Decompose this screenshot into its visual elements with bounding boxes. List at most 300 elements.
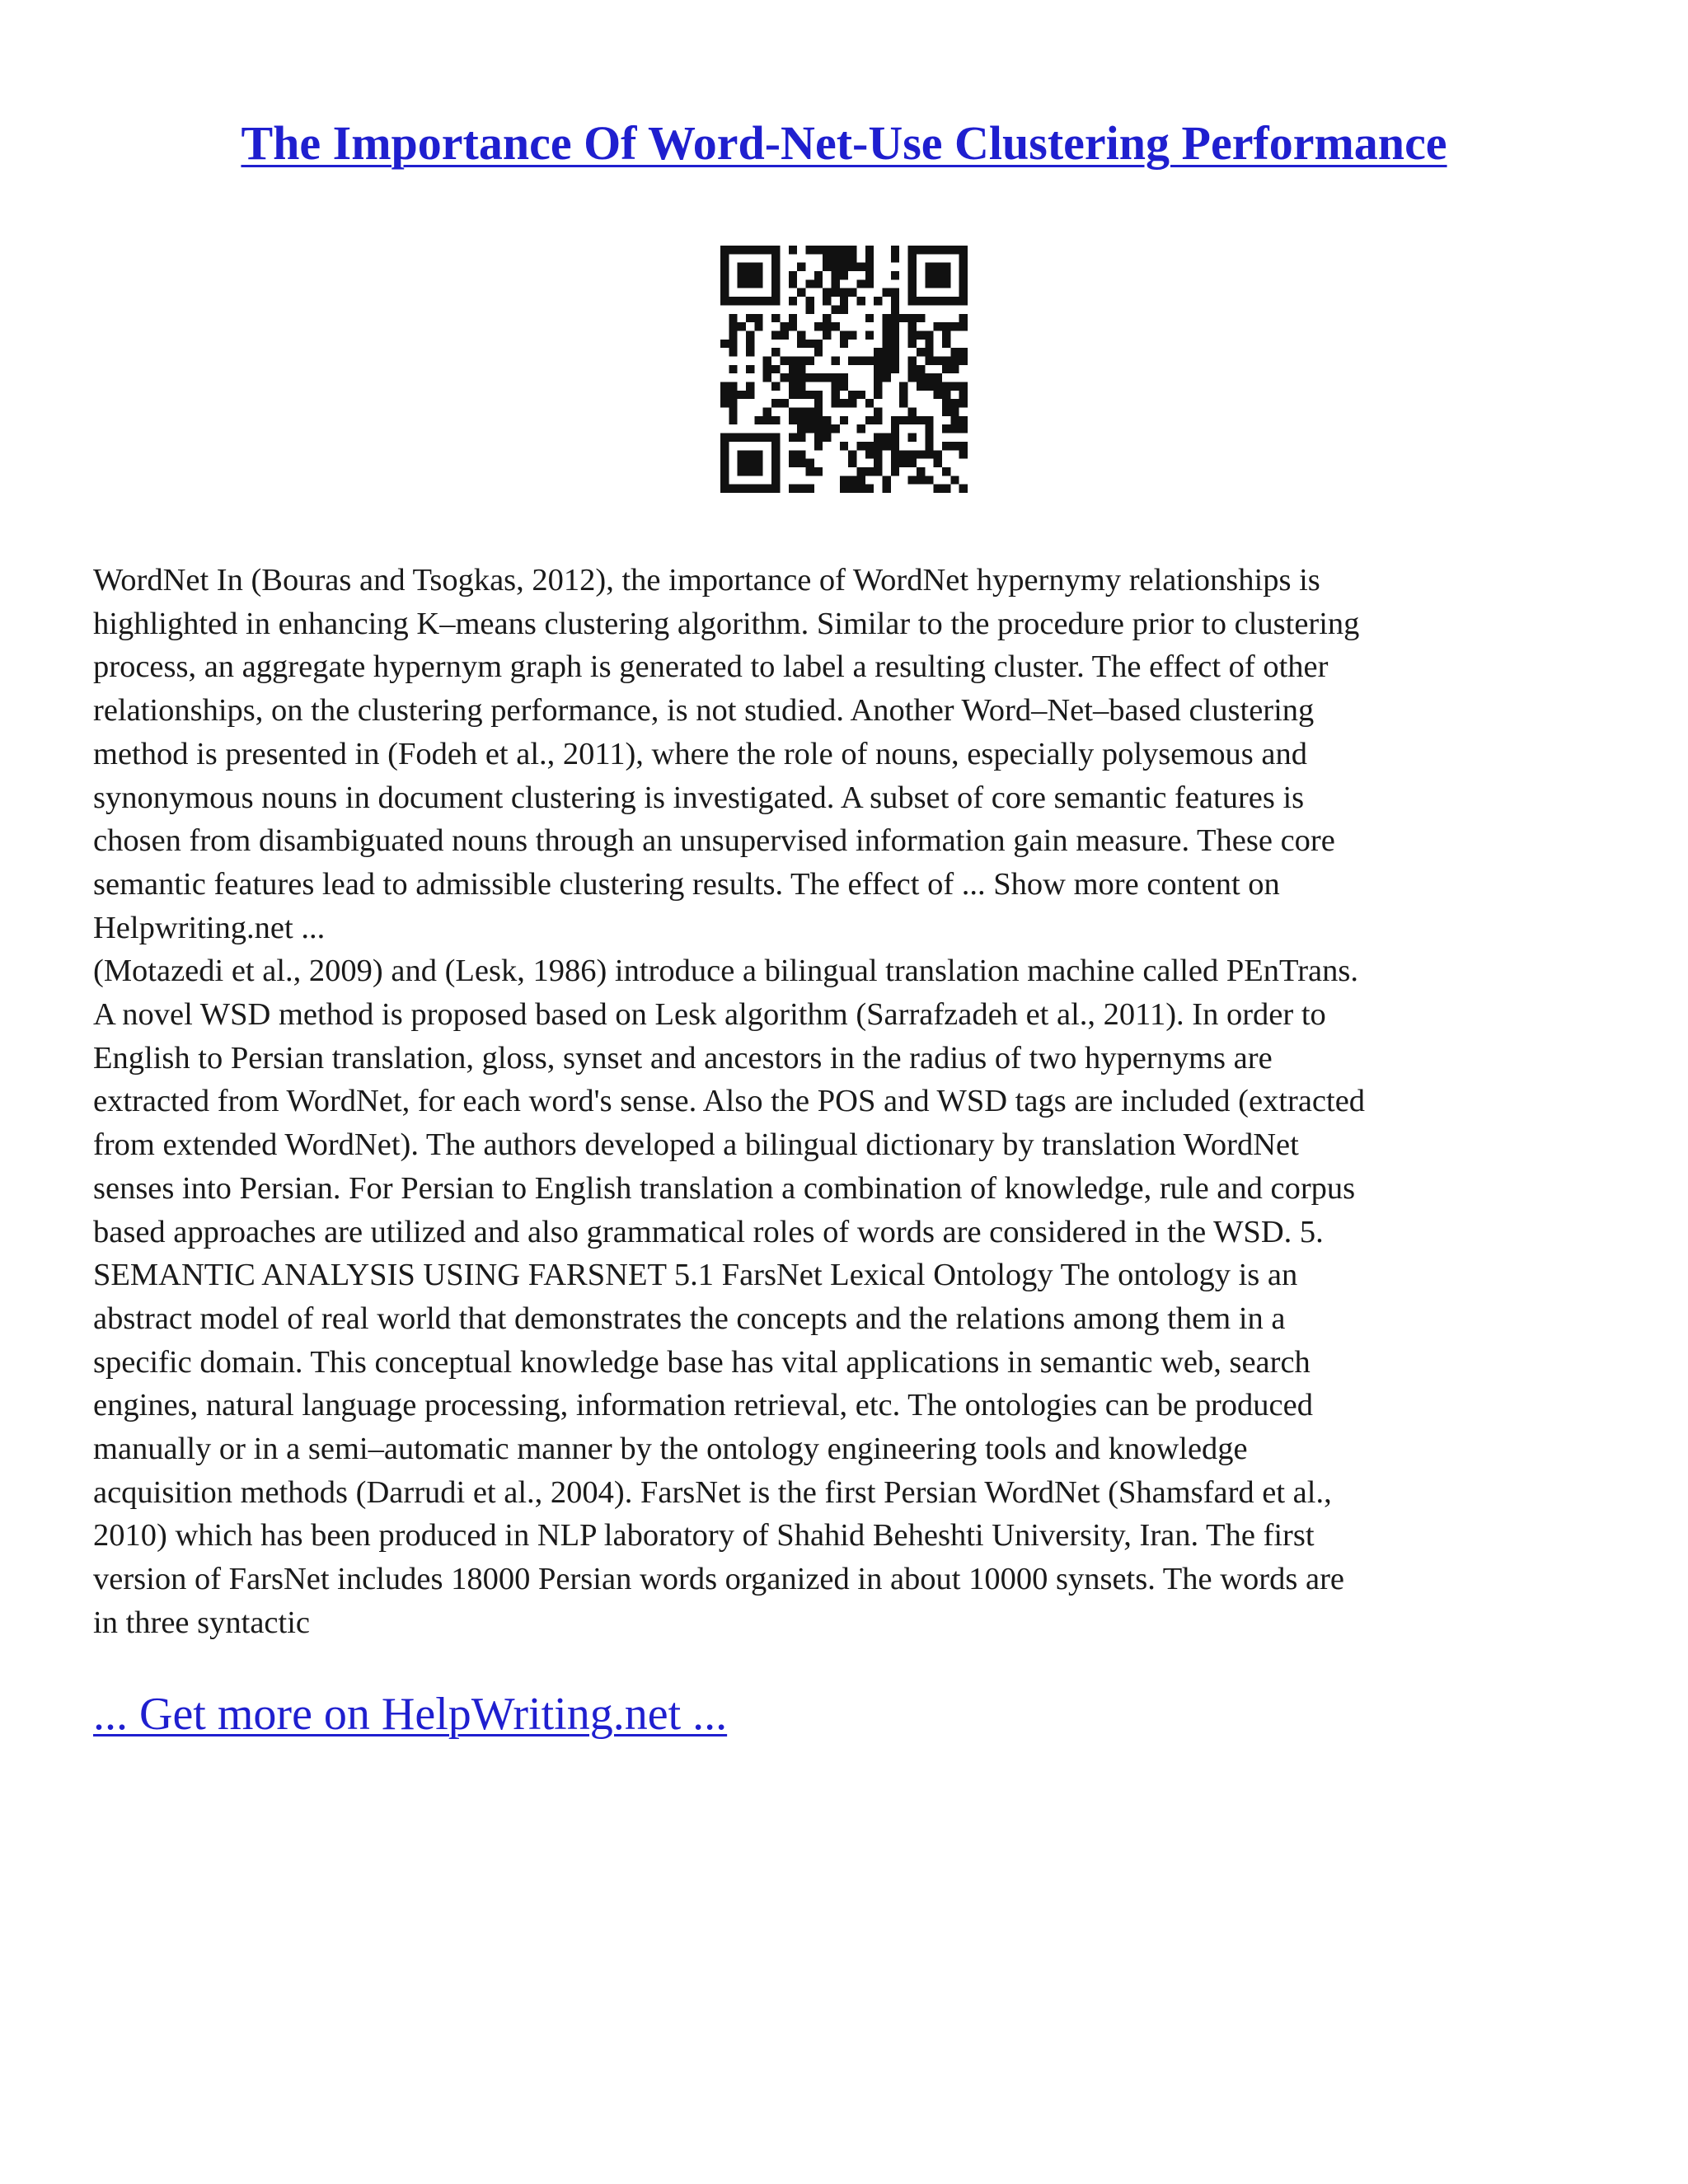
qr-module — [908, 356, 917, 364]
qr-module — [848, 254, 856, 262]
qr-module — [908, 434, 917, 442]
qr-module — [959, 485, 968, 493]
qr-module — [763, 408, 771, 416]
qr-module — [771, 254, 780, 262]
qr-module — [771, 459, 780, 467]
qr-module — [959, 263, 968, 271]
qr-module — [729, 485, 737, 493]
qr-module — [917, 348, 925, 356]
text-line: based approaches are utilized and also grammatical roles of words are considered in the WSD. 5. — [93, 1214, 1324, 1249]
qr-module — [780, 399, 788, 407]
qr-module — [789, 365, 797, 373]
qr-module — [754, 434, 762, 442]
qr-module — [848, 476, 856, 484]
qr-module — [831, 382, 839, 391]
qr-module — [857, 297, 865, 305]
qr-module — [865, 271, 874, 279]
qr-module — [805, 246, 814, 254]
qr-module — [720, 399, 729, 407]
qr-module — [797, 434, 805, 442]
qr-module — [805, 279, 814, 288]
qr-module — [883, 442, 891, 450]
qr-module — [917, 450, 925, 458]
qr-module — [857, 356, 865, 364]
qr-module — [959, 348, 968, 356]
document-title-link[interactable]: The Importance Of Word-Net-Use Clustering Performance — [241, 116, 1447, 170]
qr-module — [908, 373, 917, 382]
qr-module — [959, 322, 968, 330]
qr-module — [754, 246, 762, 254]
qr-module — [797, 459, 805, 467]
qr-module — [899, 399, 907, 407]
qr-module — [729, 297, 737, 305]
qr-module — [908, 297, 917, 305]
qr-module — [771, 279, 780, 288]
qr-module — [942, 365, 950, 373]
qr-module — [814, 442, 823, 450]
qr-module — [908, 288, 917, 297]
qr-module — [754, 314, 762, 322]
qr-module — [925, 348, 933, 356]
qr-module — [942, 340, 950, 348]
qr-module — [959, 246, 968, 254]
qr-module — [754, 416, 762, 424]
qr-module — [789, 279, 797, 288]
qr-module — [771, 263, 780, 271]
qr-module — [908, 408, 917, 416]
qr-module — [763, 416, 771, 424]
qr-module — [746, 434, 754, 442]
qr-module — [934, 373, 942, 382]
qr-module — [831, 254, 839, 262]
qr-module — [789, 459, 797, 467]
qr-module — [891, 416, 899, 424]
qr-module — [848, 288, 856, 297]
qr-module — [771, 467, 780, 476]
qr-module — [797, 373, 805, 382]
qr-module — [865, 485, 874, 493]
qr-module — [934, 322, 942, 330]
qr-module — [891, 450, 899, 458]
qr-module — [771, 434, 780, 442]
qr-module — [874, 373, 882, 382]
qr-module — [950, 399, 959, 407]
qr-module — [865, 442, 874, 450]
qr-module — [823, 288, 831, 297]
qr-code-icon — [720, 246, 968, 493]
qr-module — [874, 365, 882, 373]
qr-module — [720, 297, 729, 305]
qr-module — [874, 391, 882, 399]
qr-module — [959, 271, 968, 279]
qr-module — [797, 416, 805, 424]
qr-module — [814, 348, 823, 356]
qr-module — [831, 322, 839, 330]
qr-module — [925, 434, 933, 442]
qr-module — [805, 373, 814, 382]
qr-module — [746, 485, 754, 493]
qr-module — [857, 263, 865, 271]
qr-module — [883, 434, 891, 442]
qr-module — [720, 382, 729, 391]
paragraph-1 — [93, 559, 1595, 949]
qr-module — [865, 450, 874, 458]
qr-module — [754, 271, 762, 279]
qr-module — [746, 391, 754, 399]
qr-module — [771, 365, 780, 373]
qr-module — [738, 450, 746, 458]
qr-module — [891, 246, 899, 254]
qr-module — [831, 424, 839, 433]
qr-module — [899, 459, 907, 467]
qr-module — [891, 467, 899, 476]
article-body — [93, 559, 1595, 1645]
text-line: senses into Persian. For Persian to English translation a combination of knowledge, rule and corpus — [93, 1170, 1356, 1206]
qr-module — [771, 297, 780, 305]
qr-module — [874, 356, 882, 364]
qr-module — [840, 399, 848, 407]
qr-module — [874, 459, 882, 467]
qr-module — [942, 271, 950, 279]
qr-module — [959, 399, 968, 407]
qr-module — [840, 271, 848, 279]
qr-module — [874, 382, 882, 391]
qr-module — [771, 314, 780, 322]
qr-module — [908, 314, 917, 322]
text-line: from extended WordNet). The authors developed a bilingual dictionary by translation WordNet — [93, 1127, 1299, 1163]
qr-module — [908, 322, 917, 330]
qr-module — [874, 348, 882, 356]
qr-module — [891, 305, 899, 313]
qr-module — [908, 279, 917, 288]
qr-module — [865, 314, 874, 322]
qr-module — [831, 246, 839, 254]
qr-module — [771, 399, 780, 407]
qr-module — [917, 373, 925, 382]
text-line: Helpwriting.net ... — [93, 910, 326, 945]
qr-module — [865, 246, 874, 254]
text-line: SEMANTIC ANALYSIS USING FARSNET 5.1 FarsNet Lexical Ontology The ontology is an — [93, 1258, 1298, 1293]
qr-module — [959, 424, 968, 433]
qr-module — [754, 459, 762, 467]
qr-module — [797, 288, 805, 297]
qr-module — [891, 424, 899, 433]
qr-module — [746, 246, 754, 254]
qr-module — [959, 314, 968, 322]
qr-module — [891, 254, 899, 262]
qr-module — [848, 246, 856, 254]
qr-module — [797, 391, 805, 399]
qr-module — [925, 356, 933, 364]
qr-module — [805, 459, 814, 467]
qr-module — [823, 297, 831, 305]
qr-module — [720, 263, 729, 271]
qr-module — [771, 382, 780, 391]
qr-module — [857, 442, 865, 450]
text-line: WordNet In (Bouras and Tsogkas, 2012), the importance of WordNet hypernymy relationships is — [93, 563, 1320, 598]
qr-module — [814, 271, 823, 279]
text-line: abstract model of real world that demonstrates the concepts and the relations among them in a — [93, 1301, 1286, 1336]
qr-module — [831, 356, 839, 364]
qr-module — [959, 279, 968, 288]
qr-module — [917, 365, 925, 373]
qr-module — [891, 288, 899, 297]
qr-module — [942, 408, 950, 416]
qr-module — [840, 373, 848, 382]
qr-module — [840, 246, 848, 254]
qr-module — [746, 314, 754, 322]
qr-module — [959, 450, 968, 458]
qr-module — [754, 263, 762, 271]
qr-module — [729, 365, 737, 373]
qr-module — [720, 391, 729, 399]
qr-module — [865, 356, 874, 364]
qr-module — [925, 279, 933, 288]
qr-module — [754, 467, 762, 476]
qr-module — [883, 288, 891, 297]
qr-module — [738, 263, 746, 271]
qr-module — [942, 382, 950, 391]
qr-module — [883, 356, 891, 364]
qr-module — [720, 246, 729, 254]
qr-module — [942, 297, 950, 305]
qr-module — [848, 330, 856, 339]
qr-module — [917, 330, 925, 339]
qr-module — [959, 297, 968, 305]
qr-module — [789, 314, 797, 322]
qr-module — [831, 399, 839, 407]
qr-module — [729, 408, 737, 416]
qr-module — [805, 416, 814, 424]
qr-module — [831, 279, 839, 288]
qr-module — [959, 288, 968, 297]
qr-module — [729, 382, 737, 391]
qr-module — [746, 271, 754, 279]
qr-module — [763, 373, 771, 382]
qr-module — [771, 442, 780, 450]
qr-module — [720, 279, 729, 288]
qr-module — [771, 246, 780, 254]
qr-module — [771, 476, 780, 484]
qr-module — [934, 450, 942, 458]
qr-module — [942, 279, 950, 288]
qr-module — [729, 348, 737, 356]
qr-module — [754, 279, 762, 288]
qr-module — [908, 330, 917, 339]
qr-module — [738, 459, 746, 467]
qr-module — [738, 485, 746, 493]
qr-module — [891, 365, 899, 373]
qr-module — [925, 373, 933, 382]
qr-module — [934, 279, 942, 288]
qr-module — [934, 485, 942, 493]
qr-module — [814, 373, 823, 382]
qr-module — [771, 416, 780, 424]
qr-module — [934, 391, 942, 399]
qr-module — [780, 373, 788, 382]
qr-module — [917, 416, 925, 424]
qr-module — [789, 373, 797, 382]
qr-module — [891, 271, 899, 279]
qr-module — [789, 246, 797, 254]
qr-module — [771, 348, 780, 356]
qr-module — [780, 356, 788, 364]
qr-module — [729, 314, 737, 322]
qr-module — [942, 391, 950, 399]
qr-module — [908, 246, 917, 254]
qr-module — [746, 467, 754, 476]
text-line: in three syntactic — [93, 1605, 310, 1640]
qr-module — [763, 246, 771, 254]
qr-module — [746, 330, 754, 339]
qr-module — [950, 476, 959, 484]
qr-module — [934, 459, 942, 467]
qr-module — [797, 382, 805, 391]
qr-module — [874, 442, 882, 450]
text-line: process, an aggregate hypernym graph is generated to label a resulting cluster. The effect of other — [93, 649, 1329, 685]
qr-module — [891, 340, 899, 348]
text-line: 2010) which has been produced in NLP laboratory of Shahid Beheshti University, Iran. The first — [93, 1518, 1315, 1554]
qr-module — [925, 340, 933, 348]
qr-module — [925, 297, 933, 305]
qr-module — [942, 263, 950, 271]
qr-module — [814, 424, 823, 433]
qr-module — [797, 485, 805, 493]
qr-module — [950, 322, 959, 330]
qr-module — [883, 314, 891, 322]
qr-module — [814, 322, 823, 330]
qr-module — [934, 246, 942, 254]
qr-module — [891, 434, 899, 442]
qr-module — [738, 467, 746, 476]
qr-module — [891, 314, 899, 322]
qr-module — [857, 467, 865, 476]
qr-module — [857, 391, 865, 399]
qr-module — [823, 434, 831, 442]
text-line: highlighted in enhancing K–means clustering algorithm. Similar to the procedure prior to clustering — [93, 606, 1360, 641]
qr-module — [883, 485, 891, 493]
qr-module — [814, 246, 823, 254]
qr-module — [848, 391, 856, 399]
qr-module — [729, 246, 737, 254]
qr-module — [848, 356, 856, 364]
qr-module — [891, 348, 899, 356]
qr-module — [814, 391, 823, 399]
qr-module — [848, 399, 856, 407]
qr-module — [950, 408, 959, 416]
qr-module — [814, 399, 823, 407]
qr-module — [865, 330, 874, 339]
qr-module — [942, 442, 950, 450]
qr-module — [738, 297, 746, 305]
text-line: (Motazedi et al., 2009) and (Lesk, 1986) introduce a bilingual translation machine called PEnTrans. — [93, 954, 1358, 989]
qr-module — [823, 416, 831, 424]
qr-module — [754, 450, 762, 458]
qr-module — [899, 382, 907, 391]
qr-module — [840, 305, 848, 313]
qr-module — [959, 442, 968, 450]
qr-module — [925, 382, 933, 391]
qr-module — [883, 373, 891, 382]
qr-module — [823, 424, 831, 433]
get-more-link[interactable]: ... Get more on HelpWriting.net ... — [93, 1689, 728, 1740]
qr-module — [797, 424, 805, 433]
qr-module — [925, 450, 933, 458]
qr-module — [771, 288, 780, 297]
qr-module — [908, 459, 917, 467]
qr-module — [865, 254, 874, 262]
qr-module — [840, 254, 848, 262]
qr-module — [891, 442, 899, 450]
text-line: relationships, on the clustering performance, is not studied. Another Word–Net–based clustering — [93, 693, 1315, 729]
qr-module — [746, 365, 754, 373]
qr-module — [959, 254, 968, 262]
qr-module — [738, 279, 746, 288]
qr-module — [848, 263, 856, 271]
qr-module — [874, 467, 882, 476]
qr-module — [942, 322, 950, 330]
qr-module — [840, 485, 848, 493]
qr-module — [950, 356, 959, 364]
qr-module — [823, 373, 831, 382]
text-line: semantic features lead to admissible clustering results. The effect of ... Show more content on — [93, 866, 1280, 902]
qr-module — [720, 450, 729, 458]
qr-module — [746, 297, 754, 305]
qr-module — [805, 408, 814, 416]
qr-module — [763, 365, 771, 373]
qr-module — [814, 416, 823, 424]
qr-module — [934, 263, 942, 271]
text-line: version of FarsNet includes 18000 Persian words organized in about 10000 synsets. The words are — [93, 1562, 1344, 1597]
qr-module — [840, 476, 848, 484]
qr-module — [729, 322, 737, 330]
qr-module — [883, 348, 891, 356]
qr-module — [805, 391, 814, 399]
qr-module — [908, 254, 917, 262]
qr-module — [720, 442, 729, 450]
qr-module — [891, 297, 899, 305]
qr-module — [874, 450, 882, 458]
text-line: synonymous nouns in document clustering is investigated. A subset of core semantic features is — [93, 780, 1305, 815]
qr-module — [942, 467, 950, 476]
text-line: acquisition methods (Darrudi et al., 2004). FarsNet is the first Persian WordNet (Shamsfard et al., — [93, 1474, 1332, 1510]
qr-module — [823, 263, 831, 271]
qr-module — [738, 434, 746, 442]
qr-module — [823, 330, 831, 339]
qr-module — [814, 340, 823, 348]
qr-module — [814, 408, 823, 416]
qr-module — [874, 434, 882, 442]
qr-module — [746, 279, 754, 288]
qr-module — [771, 485, 780, 493]
qr-module — [883, 330, 891, 339]
qr-module — [797, 408, 805, 416]
qr-module — [823, 322, 831, 330]
qr-module — [925, 416, 933, 424]
qr-module — [908, 450, 917, 458]
qr-module — [805, 340, 814, 348]
qr-code-graphic — [720, 246, 968, 493]
qr-module — [934, 271, 942, 279]
text-line: extracted from WordNet, for each word's sense. Also the POS and WSD tags are included (extracted — [93, 1084, 1366, 1119]
text-line: method is presented in (Fodeh et al., 2011), where the role of nouns, especially polysemous and — [93, 736, 1307, 771]
qr-module — [831, 288, 839, 297]
qr-module — [908, 263, 917, 271]
qr-module — [865, 279, 874, 288]
qr-module — [754, 485, 762, 493]
qr-module — [763, 485, 771, 493]
qr-module — [883, 340, 891, 348]
